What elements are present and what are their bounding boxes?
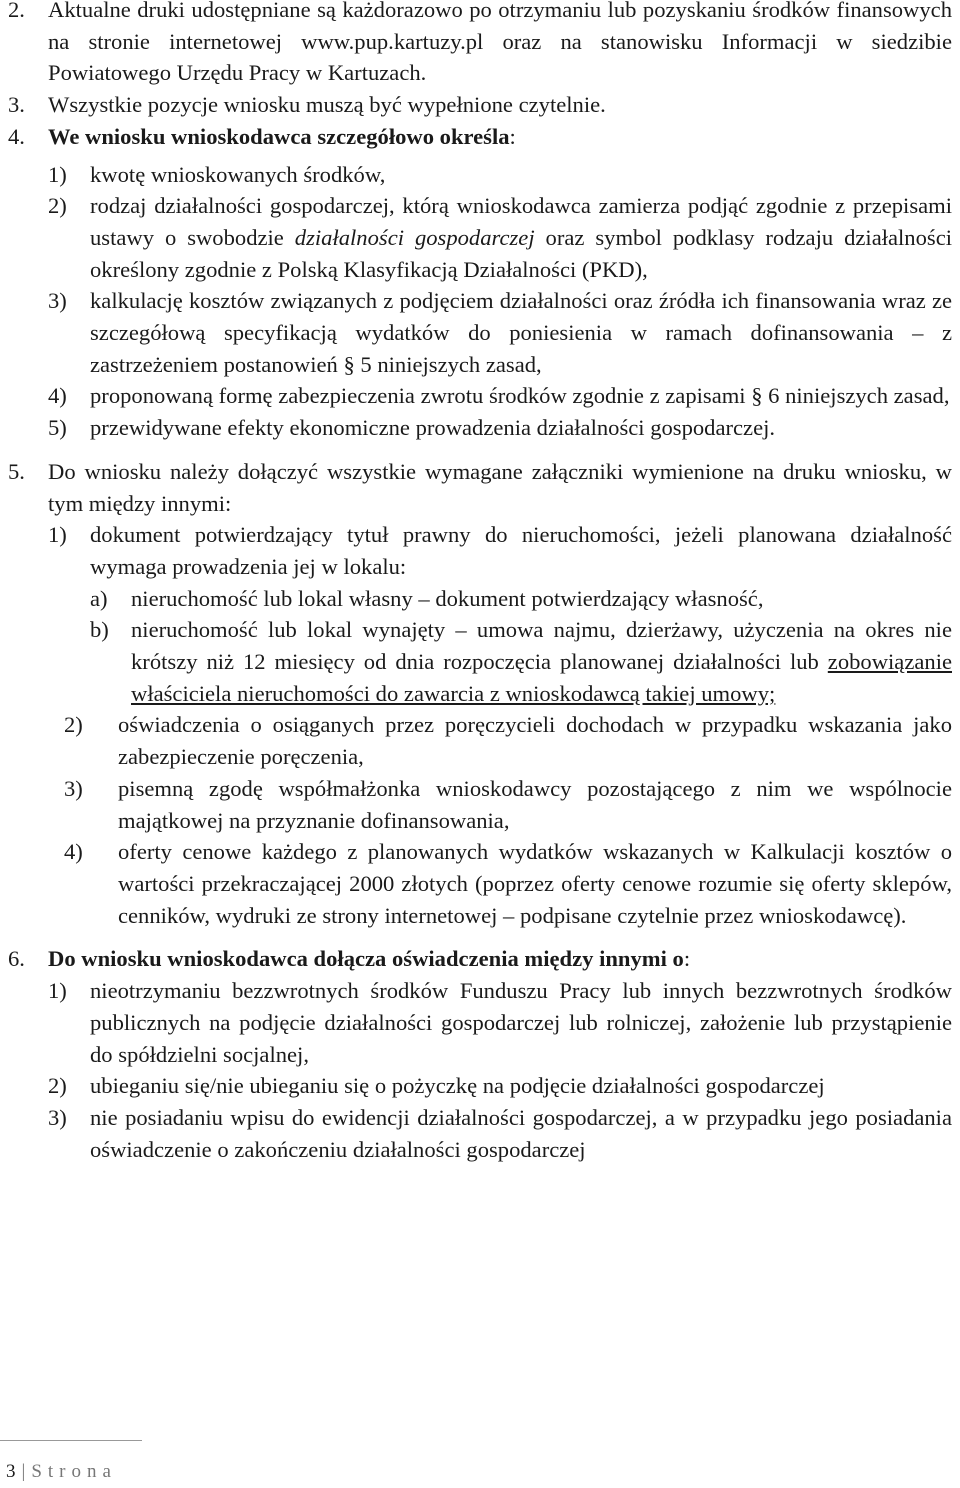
section-text: Wszystkie pozycje wniosku muszą być wypełnione czytelnie. — [48, 92, 606, 118]
item-text: rodzaj działalności gospodarczej, którą wnioskodawca zamierza podjąć zgodnie z przepisami ustawy o swobodzie — [90, 193, 952, 250]
item-number: 1) — [48, 978, 67, 1004]
section-number: 3. — [8, 92, 25, 118]
item-number: 2) — [48, 1073, 67, 1099]
item-number: 1) — [48, 161, 67, 187]
section-number: 5. — [8, 458, 25, 484]
section-5 — [0, 456, 960, 932]
item-text: ubieganiu się/nie ubieganiu się o pożyczkę na podjęcie działalności gospodarczej — [90, 1073, 825, 1099]
section-number: 6. — [8, 946, 25, 972]
page-footer — [6, 1456, 117, 1488]
list-item — [48, 836, 952, 931]
list-item — [48, 1102, 952, 1165]
item-text: oraz symbol podklasy rodzaju działalności określony zgodnie z Polską Klasyfikacją Działalności (PKD), — [90, 224, 953, 282]
section-heading: Do wniosku wnioskodawca dołącza oświadczenia między innymi o — [48, 946, 684, 972]
sub-item-text: nieruchomość lub lokal własny – dokument potwierdzający własność, — [131, 585, 764, 611]
sub-item-underlined: zobowiązanie właściciela nieruchomości do zawarcia z wnioskodawcą takiej umowy; — [131, 649, 952, 706]
list-item — [48, 159, 952, 191]
item-text: oferty cenowe każdego z planowanych wydatków wskazanych w Kalkulacji kosztów o wartości przekraczającej 2000 złotych (poprzez oferty cenowe rozumie się oferty sklepów, cenników, wydruki ze strony internetowej – podpisane czytelnie przez wnioskodawcę). — [118, 839, 952, 928]
page-number: 3 — [6, 1461, 16, 1482]
item-number: 3) — [64, 775, 83, 801]
sub-item — [48, 583, 952, 615]
section-4 — [0, 121, 960, 444]
section-number: 2. — [8, 0, 25, 22]
item-text: kwotę wnioskowanych środków, — [90, 161, 386, 187]
item-text: pisemną zgodę współmałżonka wnioskodawcy pozostającego z nim we wspólnocie majątkowej na przyznanie dofinansowania, — [118, 775, 952, 833]
item-number: 5) — [48, 415, 67, 441]
item-text: proponowaną formę zabezpieczenia zwrotu środków zgodnie z zapisami § 6 niniejszych zasad, — [90, 383, 950, 409]
section-number: 4. — [8, 123, 25, 149]
list-item — [48, 412, 952, 444]
item-number: 4) — [64, 839, 83, 865]
list-item — [48, 773, 952, 836]
list-item — [48, 519, 952, 582]
item-number: 3) — [48, 288, 67, 314]
item-text: nieotrzymaniu bezzwrotnych środków Funduszu Pracy lub innych bezzwrotnych środków publicznych na podjęcie działalności gospodarczej lub rolniczej, założenie lub przystąpienie do spółdzielni socjalnej, — [90, 978, 952, 1067]
footer-separator: | — [21, 1461, 26, 1482]
item-text: kalkulację kosztów związanych z podjęciem działalności oraz źródła ich finansowania wraz ze szczegółową specyfikacją wydatków do poniesienia w ramach dofinansowania – z zastrzeżeniem postanowień § 5 niniejszych zasad, — [90, 288, 952, 377]
section-heading: We wniosku wnioskodawca szczegółowo określa — [48, 123, 510, 149]
item-number: 2) — [48, 193, 67, 219]
sub-item-text: nieruchomość lub lokal wynajęty – umowa najmu, dzierżawy, użyczenia na okres nie krótszy niż 12 miesięcy od dnia rozpoczęcia planowanej działalności lub — [131, 617, 952, 675]
item-text: przewidywane efekty ekonomiczne prowadzenia działalności gospodarczej. — [90, 415, 776, 441]
section-text: Do wniosku należy dołączyć wszystkie wymagane załączniki wymienione na druku wniosku, w tym między innymi: — [48, 458, 952, 516]
item-text-italic: działalności gospodarczej — [294, 224, 535, 250]
item-text: oświadczenia o osiąganych przez poręczycieli dochodach w przypadku wskazania jako zabezpieczenie poręczenia, — [118, 712, 952, 770]
footer-rule — [0, 1440, 142, 1441]
item-number: 3) — [48, 1104, 67, 1130]
sub-item-letter: a) — [90, 585, 108, 611]
item-text: dokument potwierdzający tytuł prawny do nieruchomości, jeżeli planowana działalność wymaga prowadzenia jej w lokalu: — [90, 522, 952, 579]
section-6 — [0, 943, 960, 1165]
footer-label: Strona — [31, 1461, 117, 1482]
list-item — [48, 190, 952, 285]
sub-item — [48, 614, 952, 709]
list-item — [48, 1070, 952, 1102]
item-text: nie posiadaniu wpisu do ewidencji działalności gospodarczej, a w przypadku jego posiadania oświadczenie o zakończeniu działalności gospodarczej — [90, 1104, 952, 1162]
item-number: 2) — [64, 712, 83, 738]
heading-colon: : — [509, 123, 516, 149]
item-number: 4) — [48, 383, 67, 409]
list-item — [48, 709, 952, 772]
section-text: Aktualne druki udostępniane są każdorazowo po otrzymaniu lub pozyskaniu środków finansowych na stronie internetowej www.pup.kartuzy.pl oraz na stanowisku Informacji w siedzibie Powiatowego Urzędu Pracy w Kartuzach. — [48, 0, 952, 86]
heading-colon: : — [683, 946, 691, 972]
list-item — [48, 975, 952, 1070]
section-2 — [0, 0, 960, 89]
section-3 — [0, 89, 960, 121]
sub-item-letter: b) — [90, 617, 109, 643]
list-item — [48, 380, 952, 412]
list-item — [48, 285, 952, 380]
item-number: 1) — [48, 522, 67, 548]
